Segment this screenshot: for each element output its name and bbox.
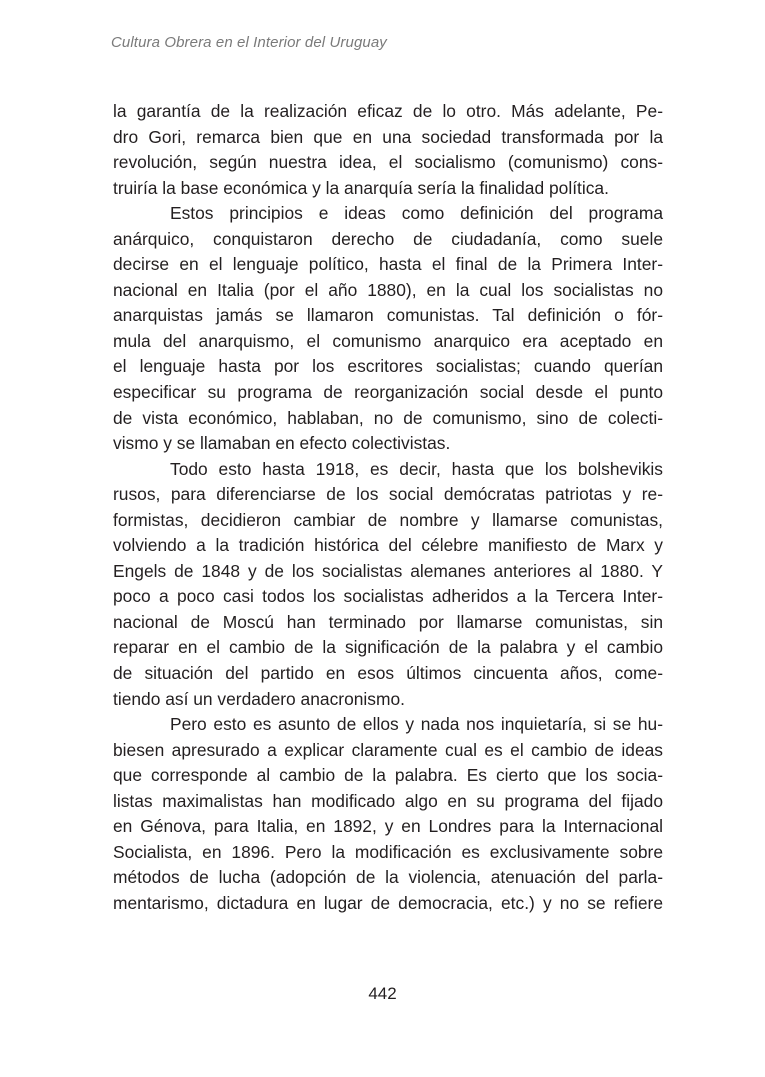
text-line: métodos de lucha (adopción de la violencia, atenuación del parla- bbox=[113, 867, 663, 888]
text-line: Todo esto hasta 1918, es decir, hasta que los bolshevikis bbox=[170, 458, 663, 479]
text-line: truiría la base económica y la anarquía sería la finalidad política. bbox=[113, 177, 609, 198]
text-line: el lenguaje hasta por los escritores socialistas; cuando querían bbox=[113, 356, 663, 377]
text-line: especificar su programa de reorganización social desde el punto bbox=[113, 382, 663, 403]
text-line: mentarismo, dictadura en lugar de democracia, etc.) y no se refiere bbox=[113, 892, 663, 913]
text-line: volviendo a la tradición histórica del célebre manifiesto de Marx y bbox=[113, 535, 663, 556]
running-header-title: Cultura Obrera en el Interior del Uruguay bbox=[111, 34, 387, 51]
text-line: dro Gori, remarca bien que en una sociedad transformada por la bbox=[113, 126, 663, 147]
text-line: nacional en Italia (por el año 1880), en la cual los socialistas no bbox=[113, 279, 663, 300]
text-line: poco a poco casi todos los socialistas adheridos a la Tercera Inter- bbox=[113, 586, 663, 607]
text-line: vismo y se llamaban en efecto colectivistas. bbox=[113, 433, 451, 454]
text-line: de situación del partido en esos últimos cincuenta años, come- bbox=[113, 663, 663, 684]
text-line: Engels de 1848 y de los socialistas alemanes anteriores al 1880. Y bbox=[113, 560, 663, 581]
text-line: en Génova, para Italia, en 1892, y en Londres para la Internacional bbox=[113, 816, 663, 837]
text-line: reparar en el cambio de la significación de la palabra y el cambio bbox=[113, 637, 663, 658]
text-line: decirse en el lenguaje político, hasta el final de la Primera Inter- bbox=[113, 254, 663, 275]
text-line: anarquistas jamás se llamaron comunistas. Tal definición o fór- bbox=[113, 305, 663, 326]
text-line: Pero esto es asunto de ellos y nada nos inquietaría, si se hu- bbox=[170, 714, 663, 735]
text-line: que corresponde al cambio de la palabra. Es cierto que los socia- bbox=[113, 765, 663, 786]
text-line: listas maximalistas han modificado algo en su programa del fijado bbox=[113, 790, 663, 811]
text-line: tiendo así un verdadero anacronismo. bbox=[113, 688, 405, 709]
text-line: mula del anarquismo, el comunismo anarquico era aceptado en bbox=[113, 330, 663, 351]
text-line: de vista económico, hablaban, no de comunismo, sino de colecti- bbox=[113, 407, 663, 428]
text-line: biesen apresurado a explicar claramente cual es el cambio de ideas bbox=[113, 739, 663, 760]
text-line: formistas, decidieron cambiar de nombre y llamarse comunistas, bbox=[113, 509, 663, 530]
text-line: nacional de Moscú han terminado por llamarse comunistas, sin bbox=[113, 611, 663, 632]
text-line: anárquico, conquistaron derecho de ciudadanía, como suele bbox=[113, 228, 663, 249]
text-line: Socialista, en 1896. Pero la modificación es exclusivamente sobre bbox=[113, 841, 663, 862]
body-text bbox=[113, 99, 663, 917]
text-line: revolución, según nuestra idea, el socialismo (comunismo) cons- bbox=[113, 152, 663, 173]
text-line: la garantía de la realización eficaz de lo otro. Más adelante, Pe- bbox=[113, 101, 663, 121]
page-number: 442 bbox=[368, 984, 397, 1003]
text-line: rusos, para diferenciarse de los social demócratas patriotas y re- bbox=[113, 484, 663, 505]
text-line: Estos principios e ideas como definición del programa bbox=[170, 203, 663, 224]
